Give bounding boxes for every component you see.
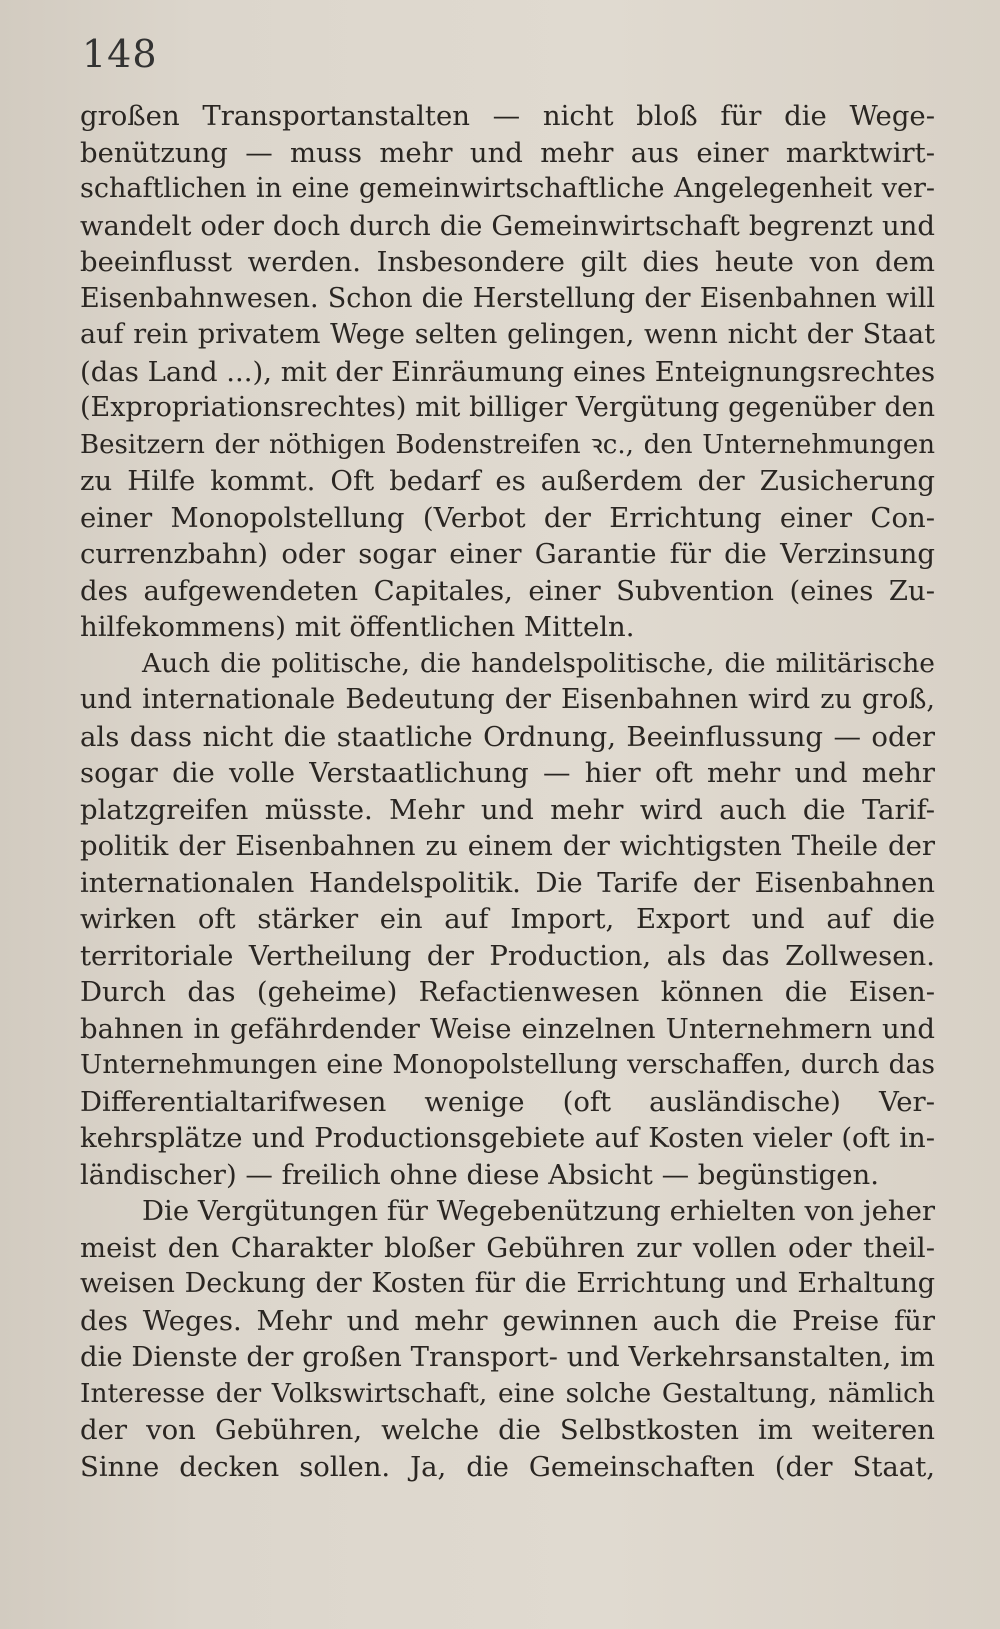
text-line: platzgreifen müsste. Mehr und mehr wird auch die Tarif-	[80, 793, 935, 826]
text-line: wandelt oder doch durch die Gemeinwirtschaft begrenzt und	[80, 209, 935, 242]
paragraph	[80, 646, 935, 1194]
text-line: beeinflusst werden. Insbesondere gilt dies heute von dem	[80, 246, 935, 278]
text-line: politik der Eisenbahnen zu einem der wichtigsten Theile der	[80, 830, 935, 862]
text-line: einer Monopolstellung (Verbot der Errichtung einer Con-	[80, 501, 935, 534]
text-line: des aufgewendeten Capitales, einer Subvention (eines Zu-	[80, 574, 935, 607]
text-line: Interesse der Volkswirtschaft, eine solche Gestaltung, nämlich	[80, 1377, 935, 1409]
text-line: schaftlichen in eine gemeinwirtschaftliche Angelegenheit ver-	[80, 173, 935, 204]
text-line: internationalen Handelspolitik. Die Tarife der Eisenbahnen	[80, 866, 935, 899]
text-line: der von Gebühren, welche die Selbstkosten im weiteren	[80, 1414, 935, 1446]
text-line: Unternehmungen eine Monopolstellung verschaffen, durch das	[80, 1049, 935, 1080]
text-line: und internationale Bedeutung der Eisenbahnen wird zu groß,	[80, 684, 935, 715]
text-line: ländischer) — freilich ohne diese Absicht — begünstigen.	[80, 1158, 880, 1191]
text-line: weisen Deckung der Kosten für die Errichtung und Erhaltung	[80, 1268, 935, 1299]
text-line: wirken oft stärker ein auf Import, Export und auf die	[80, 903, 935, 935]
text-line: als dass nicht die staatliche Ordnung, Beeinflussung — oder	[80, 720, 935, 753]
paragraph	[80, 98, 935, 646]
text-line: territoriale Vertheilung der Production, als das Zollwesen.	[80, 939, 935, 972]
text-line: benützung — muss mehr und mehr aus einer marktwirt-	[80, 136, 935, 169]
text-line: Sinne decken sollen. Ja, die Gemeinschaften (der Staat,	[80, 1450, 935, 1483]
text-line: bahnen in gefährdender Weise einzelnen Unternehmern und	[80, 1012, 935, 1045]
text-line: kehrsplätze und Productionsgebiete auf Kosten vieler (oft in-	[80, 1122, 935, 1154]
page-body	[80, 98, 935, 1485]
text-line: meist den Charakter bloßer Gebühren zur vollen oder theil-	[80, 1231, 935, 1264]
text-line: sogar die volle Verstaatlichung — hier oft mehr und mehr	[80, 757, 935, 789]
text-line: currenzbahn) oder sogar einer Garantie für die Verzinsung	[80, 538, 935, 570]
text-line: Die Vergütungen für Wegebenützung erhielten von jeher	[142, 1195, 935, 1227]
text-line: (Expropriationsrechtes) mit billiger Vergütung gegenüber den	[80, 392, 935, 423]
text-line: auf rein privatem Wege selten gelingen, wenn nicht der Staat	[80, 319, 935, 350]
text-line: des Weges. Mehr und mehr gewinnen auch die Preise für	[80, 1304, 935, 1337]
text-line: Durch das (geheime) Refactienwesen können die Eisen-	[80, 976, 935, 1008]
text-line: (das Land ...), mit der Einräumung eines Enteignungsrechtes	[80, 355, 935, 388]
text-line: Differentialtarifwesen wenige (oft ausländische) Ver-	[80, 1085, 935, 1118]
text-line: Auch die politische, die handelspolitische, die militärische	[142, 647, 935, 679]
text-line: hilfekommens) mit öffentlichen Mitteln.	[80, 611, 635, 643]
paragraph	[80, 1193, 935, 1485]
text-line: großen Transportanstalten — nicht bloß für die Wege-	[80, 100, 935, 132]
text-line: Besitzern der nöthigen Bodenstreifen ꝛc., den Unternehmungen	[80, 429, 935, 460]
text-line: Eisenbahnwesen. Schon die Herstellung der Eisenbahnen will	[80, 282, 935, 314]
text-line: die Dienste der großen Transport- und Verkehrsanstalten, im	[80, 1341, 935, 1373]
page-number: 148	[82, 32, 158, 76]
text-line: zu Hilfe kommt. Oft bedarf es außerdem der Zusicherung	[80, 465, 935, 497]
